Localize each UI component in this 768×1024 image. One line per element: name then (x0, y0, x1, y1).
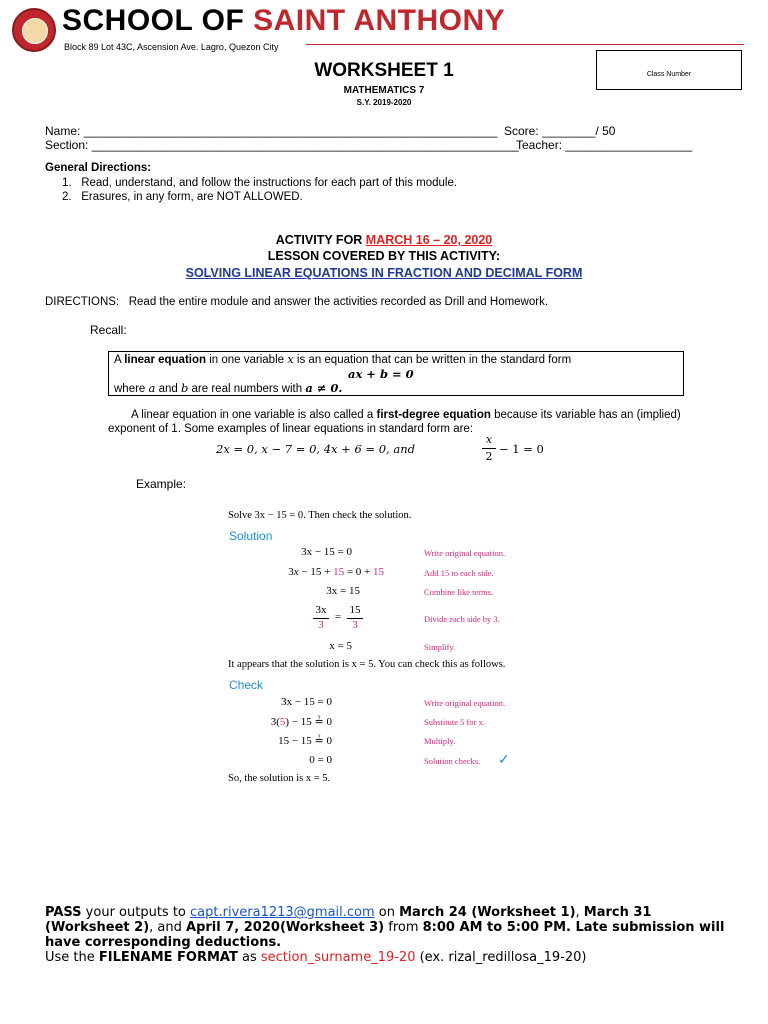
solution-note: Simplify. (424, 642, 456, 652)
late-submission-note: have corresponding deductions. (45, 935, 282, 950)
check-heading: Check (229, 678, 264, 692)
check-step: 3x − 15 = 0 (281, 696, 332, 708)
section-field[interactable] (45, 138, 519, 152)
direction-text: Erasures, in any form, are NOT ALLOWED. (81, 191, 303, 203)
score-label: Score: (504, 124, 539, 138)
activity-for-line (0, 233, 768, 247)
score-blank[interactable]: ________ (542, 124, 596, 138)
deadline-2: March 31 (583, 905, 652, 920)
fraction-den-right: 3 (352, 619, 358, 631)
school-name-part2: SAINT ANTHONY (253, 4, 506, 37)
check-note: Multiply. (424, 736, 456, 746)
solution-note: Combine like terms. (424, 587, 494, 597)
recall-text: is an equation that can be written in the standard form (293, 354, 572, 366)
fraction-den-left: 3 (318, 619, 324, 631)
conclusion-text: So, the solution is x = 5. (228, 773, 331, 784)
general-directions-heading: General Directions: (45, 162, 152, 174)
subject: MATHEMATICS 7 (343, 85, 425, 96)
activity-for-label: ACTIVITY FOR (275, 233, 366, 247)
class-number-box (596, 50, 742, 90)
worksheet-title: WORKSHEET 1 (314, 60, 454, 81)
filename-format: section_surname_19-20 (260, 950, 416, 965)
standard-form: ax + b = 0 (348, 367, 414, 381)
filename-example: (ex. rizal_redillosa_19-20) (415, 950, 587, 965)
name-label: Name: (45, 124, 81, 138)
check-note: Substitute 5 for x. (424, 717, 485, 727)
deadline-3: April 7, 2020(Worksheet 3) (186, 920, 385, 935)
checkmark-icon: ✓ (498, 751, 510, 767)
teacher-blank[interactable]: ___________________ (565, 138, 693, 152)
check-step: 15 − 15 ≟ 0 (278, 735, 332, 747)
school-seal-logo (12, 8, 56, 52)
directions-label: DIRECTIONS: (45, 296, 120, 308)
school-year: S.Y. 2019-2020 (356, 98, 412, 107)
pass-text: , (575, 905, 584, 920)
score-field[interactable] (504, 124, 615, 138)
pass-text: as (237, 950, 261, 965)
solution-step: 3x = 15 (326, 585, 360, 597)
class-number-label: Class Number (646, 71, 692, 78)
fraction-rest: − 1 = 0 (499, 442, 544, 456)
solution-note: Add 15 to each side. (424, 568, 494, 578)
direction-item (62, 177, 457, 189)
submission-hours: 8:00 AM to 5:00 PM. Late submission will (422, 920, 725, 935)
check-step: 3(5) − 15 ≟ 0 (270, 716, 332, 728)
recall-variable: x (287, 352, 294, 366)
deadline-1: March 24 (Worksheet 1) (399, 905, 576, 920)
recall-variable: a (148, 381, 156, 395)
score-total: / 50 (595, 124, 616, 138)
school-name (62, 4, 505, 38)
recall-term: linear equation (124, 354, 207, 366)
fraction-bar (482, 448, 496, 449)
solution-heading: Solution (229, 529, 273, 543)
pass-text: on (374, 905, 400, 920)
pass-bold: PASS (45, 905, 82, 920)
filename-format-label: FILENAME FORMAT (98, 950, 238, 965)
recall-text: where (114, 383, 149, 395)
fraction-numerator: x (485, 433, 493, 446)
school-address: Block 89 Lot 43C, Ascension Ave. Lagro, Quezon City (64, 42, 279, 52)
teacher-label: Teacher: (516, 138, 563, 152)
recall-line-1 (114, 352, 571, 366)
check-note: Write original equation. (424, 698, 506, 708)
name-field[interactable] (45, 124, 497, 138)
school-name-part1: SCHOOL OF (62, 4, 254, 37)
directions-text: Read the entire module and answer the activities recorded as Drill and Homework. (128, 296, 549, 308)
lesson-covered: LESSON COVERED BY THIS ACTIVITY: (267, 249, 501, 263)
check-step: 0 = 0 (309, 754, 332, 766)
pass-text: your outputs to (81, 905, 191, 920)
pass-text: from (384, 920, 423, 935)
recall-text: are real numbers with (188, 383, 306, 395)
name-blank[interactable]: ______________________________________________________________ (83, 124, 498, 138)
recall-text: A (114, 354, 125, 366)
fraction-denominator: 2 (485, 450, 493, 463)
deadline-2-worksheet: (Worksheet 2) (45, 920, 150, 935)
section-blank[interactable]: ________________________________________________________________ (91, 138, 519, 152)
lesson-title: SOLVING LINEAR EQUATIONS IN FRACTION AND DECIMAL FORM (185, 266, 583, 280)
solution-note: Write original equation. (424, 548, 506, 558)
direction-num: 1. (62, 177, 72, 189)
fraction-equals: = (335, 611, 342, 623)
pass-text: , and (149, 920, 187, 935)
example-label: Example: (136, 477, 187, 491)
check-note: Solution checks. (424, 756, 481, 766)
section-label: Section: (45, 138, 89, 152)
linear-examples: 2x = 0, x − 7 = 0, 4x + 6 = 0, and (216, 442, 415, 456)
activity-date: MARCH 16 – 20, 2020 (365, 233, 493, 247)
direction-num: 2. (62, 191, 72, 203)
pass-instructions (45, 905, 735, 965)
first-degree-line-2: exponent of 1. Some examples of linear equations in standard form are: (108, 423, 474, 435)
example-prompt: Solve 3x − 15 = 0. Then check the solution. (228, 510, 412, 521)
pass-text: Use the (45, 950, 99, 965)
fraction-num-right: 15 (349, 604, 361, 616)
fraction-num-left: 3x (315, 604, 327, 616)
email-link[interactable]: capt.rivera1213@gmail.com (190, 905, 375, 920)
direction-text: Read, understand, and follow the instructions for each part of this module. (81, 177, 458, 189)
recall-condition: a ≠ 0. (305, 381, 343, 395)
recall-text: and (155, 383, 181, 395)
header-divider (306, 44, 744, 45)
solution-step: x = 5 (329, 640, 352, 652)
first-degree-line-1 (131, 409, 681, 421)
appears-text: It appears that the solution is x = 5. You can check this as follows. (228, 659, 506, 670)
solution-note: Divide each side by 3. (424, 614, 500, 624)
recall-label: Recall: (90, 323, 127, 337)
first-degree-term: first-degree equation (376, 409, 491, 421)
recall-variable: b (180, 381, 189, 395)
solution-step: 3x − 15 + 15 = 0 + 15 (288, 566, 384, 578)
first-degree-text: because its variable has an (implied) (490, 409, 681, 421)
direction-item (62, 191, 303, 203)
directions-line (45, 296, 548, 308)
solution-step: 3x − 15 = 0 (301, 546, 352, 558)
recall-line-3 (114, 381, 342, 395)
first-degree-text: A linear equation in one variable is also called a (131, 409, 377, 421)
recall-text: in one variable (206, 354, 288, 366)
teacher-field[interactable] (516, 138, 692, 152)
